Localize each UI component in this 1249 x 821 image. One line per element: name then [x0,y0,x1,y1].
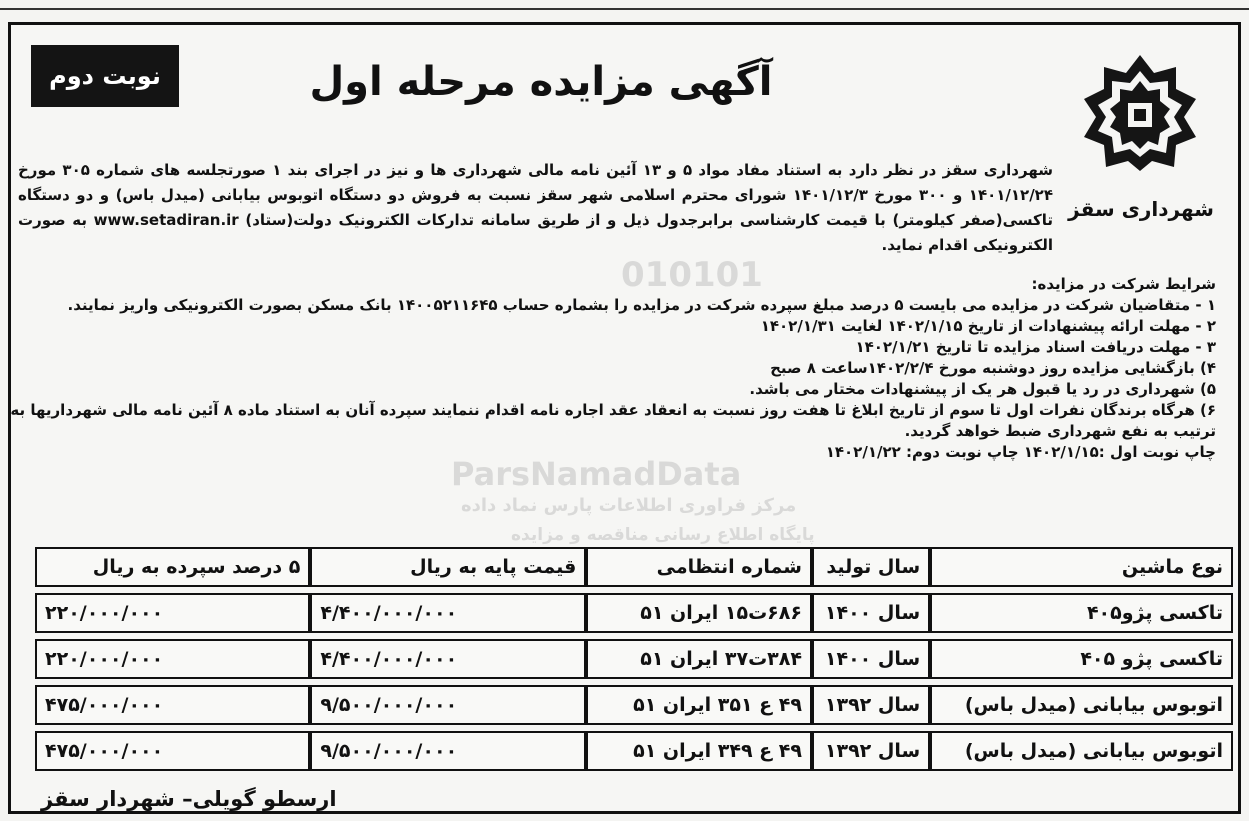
mayor-signature: ارسطو گویلی– شهردار سقز [41,787,337,811]
condition-item: ۲ - مهلت ارائه پیشنهادات از تاریخ ۱۴۰۲/۱/۱۵ لغایت ۱۴۰۲/۱/۳۱ [760,317,1216,335]
cell-plate-number: ۴۹ ع ۳۵۱ ایران ۵۱ [586,685,812,725]
cell-vehicle-type: تاکسی پژو۴۰۵ [930,593,1233,633]
second-publication-badge: نوبت دوم [31,45,179,107]
cell-production-year: سال ۱۴۰۰ [812,593,930,633]
print-dates: چاپ نوبت اول :۱۴۰۲/۱/۱۵ چاپ نوبت دوم: ۱۴۰۲/۱/۲۲ [825,443,1216,461]
header-production-year: سال تولید [812,547,930,587]
advertisement-frame [8,22,1241,814]
cell-deposit: ۲۲۰/۰۰۰/۰۰۰ [35,593,310,633]
cell-base-price: ۹/۵۰۰/۰۰۰/۰۰۰ [310,731,586,771]
cell-vehicle-type: اتوبوس بیابانی (میدل باس) [930,685,1233,725]
watermark-line2: پایگاه اطلاع رسانی مناقصه و مزایده [511,525,815,545]
table-row [35,593,1233,633]
watermark-line1: مرکز فراوری اطلاعات پارس نماد داده [461,495,797,516]
intro-paragraph: شهرداری سقز در نظر دارد به استناد مفاد مواد ۵ و ۱۳ آئین نامه مالی شهرداری ها و نیز در اجرای بند ۱ صورتجلسه های شماره ۳۰۵ مورخ ۱۴۰۱/۱۲/۲۴ و ۳۰۰ مورخ ۱۴۰۱/۱۲/۳ شورای محترم اسلامی شهر سقز نسبت به فروش دو دستگاه اتوبوس بیابانی (میدل باس) و دو دستگاه تاکسی(صفر کیلومتر) با قیمت کارشناسی برابرجدول ذیل و از طریق سامانه تدارکات الکترونیک دولت(ستاد) www.setadiran.ir به صورت الکترونیکی اقدام نماید. [18,161,1053,254]
watermark-digits: 010101 [621,255,763,295]
conditions-heading: شرایط شرکت در مزایده: [1031,275,1216,293]
table-header-row [35,547,1233,587]
cell-base-price: ۴/۴۰۰/۰۰۰/۰۰۰ [310,593,586,633]
cell-plate-number: ۳۸۴ت۳۷ ایران ۵۱ [586,639,812,679]
municipality-logo [1066,47,1216,227]
header-vehicle-type: نوع ماشین [930,547,1233,587]
cell-vehicle-type: اتوبوس بیابانی (میدل باس) [930,731,1233,771]
cell-deposit: ۴۷۵/۰۰۰/۰۰۰ [35,731,310,771]
cell-deposit: ۴۷۵/۰۰۰/۰۰۰ [35,685,310,725]
cell-deposit: ۲۲۰/۰۰۰/۰۰۰ [35,639,310,679]
municipality-name: شهرداری سقز [1068,197,1214,221]
condition-item: ۳ - مهلت دریافت اسناد مزایده تا تاریخ ۱۴۰۲/۱/۲۱ [855,338,1216,356]
table-row [35,685,1233,725]
watermark-brand: ParsNamadData [451,455,742,493]
cell-base-price: ۹/۵۰۰/۰۰۰/۰۰۰ [310,685,586,725]
header-deposit: ۵ درصد سپرده به ریال [35,547,310,587]
cell-plate-number: ۴۹ ع ۳۴۹ ایران ۵۱ [586,731,812,771]
condition-item: ۱ - متقاضیان شرکت در مزایده می بایست ۵ درصد مبلغ سپرده شرکت در مزایده را بشماره حساب ۱۴۰۰۵۲۱۱۶۴۵ بانک مسکن بصورت الکترونیکی واریز نمایند. [67,296,1216,314]
header-plate-number: شماره انتظامی [586,547,812,587]
cell-production-year: سال ۱۴۰۰ [812,639,930,679]
table-row [35,639,1233,679]
vehicles-table [35,541,1233,777]
top-rule [0,8,1249,10]
cell-plate-number: ۶۸۶ت۱۵ ایران ۵۱ [586,593,812,633]
table-row [35,731,1233,771]
condition-item: ۵) شهرداری در رد یا قبول هر یک از پیشنهادات مختار می باشد. [749,380,1216,398]
page-title: آگهی مزایده مرحله اول [309,59,773,105]
cell-base-price: ۴/۴۰۰/۰۰۰/۰۰۰ [310,639,586,679]
cell-production-year: سال ۱۳۹۲ [812,731,930,771]
saqqez-municipality-emblem-icon [1080,53,1200,173]
condition-item: ۴) بازگشایی مزایده روز دوشنبه مورخ ۱۴۰۲/۲/۴ساعت ۸ صبح [770,359,1216,377]
header-base-price: قیمت پایه به ریال [310,547,586,587]
condition-item: ۶) هرگاه برندگان نفرات اول تا سوم از تاریخ ابلاغ تا هفت روز نسبت به انعقاد عقد اجاره نامه اقدام ننمایند سپرده آنان به استناد ماده ۸ آئین نامه مالی شهرداریها به ترتیب به نفع شهرداری ضبط خواهد گردید. [10,401,1216,440]
auction-conditions [6,274,1216,463]
cell-production-year: سال ۱۳۹۲ [812,685,930,725]
cell-vehicle-type: تاکسی پژو ۴۰۵ [930,639,1233,679]
